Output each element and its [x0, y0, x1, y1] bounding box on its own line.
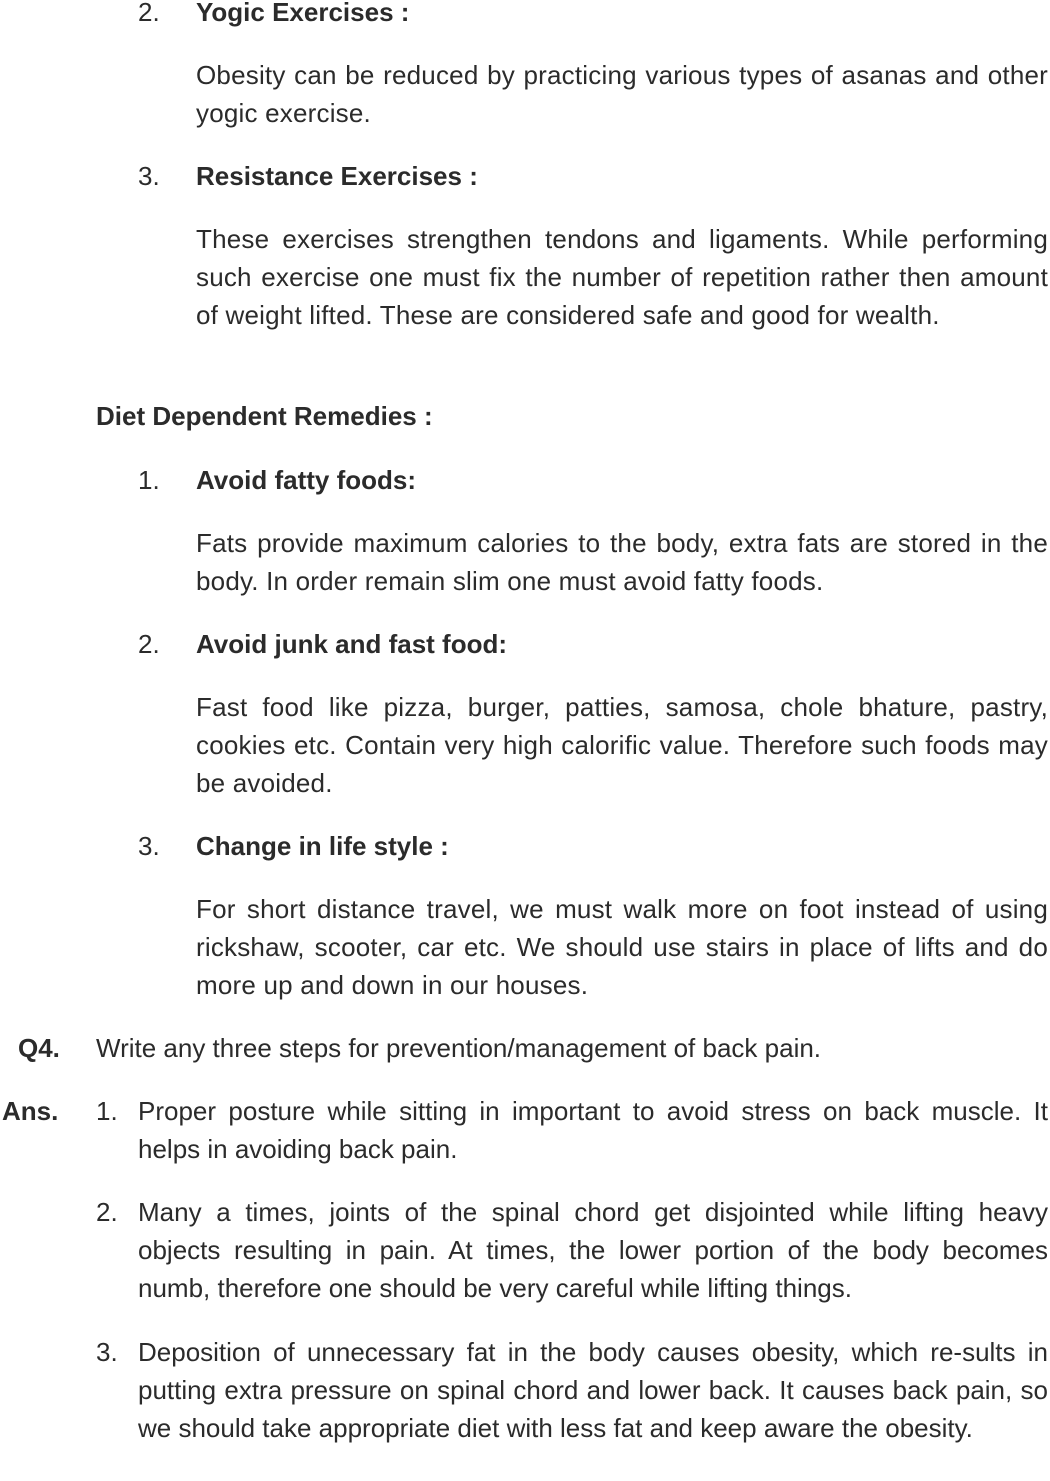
question-label: Q4.	[18, 1033, 60, 1063]
resistance-exercises-text: These exercises strengthen tendons and ligaments. While performing such exercise one must fix the number of repetition rather then amount of weight lifted. These are considered safe and good for wealth.	[196, 224, 1048, 330]
item-number: 2.	[138, 0, 160, 27]
answer-label: Ans.	[2, 1096, 59, 1126]
item-number: 1.	[138, 465, 160, 495]
item-title: Avoid junk and fast food:	[196, 629, 508, 659]
answer-point-text: Many a times, joints of the spinal chord get disjointed while lifting heavy objects resulting in pain. At times, the lower portion of the body becomes numb, therefore one should be very careful while lifting things.	[138, 1197, 1048, 1303]
avoid-fatty-foods-text: Fats provide maximum calories to the body, extra fats are stored in the body. In order remain slim one must avoid fatty foods.	[196, 528, 1048, 596]
yogic-exercises-text: Obesity can be reduced by practicing various types of asanas and other yogic exercise.	[196, 60, 1048, 128]
item-title: Resistance Exercises :	[196, 161, 478, 191]
resistance-exercises-heading	[138, 157, 1048, 195]
item-title: Yogic Exercises :	[196, 0, 410, 27]
answer-point-number: 3.	[96, 1337, 118, 1367]
item-number: 2.	[138, 629, 160, 659]
question-text: Write any three steps for prevention/management of back pain.	[96, 1033, 822, 1063]
answer-point-number: 2.	[96, 1197, 118, 1227]
change-life-style-heading	[138, 827, 1048, 865]
yogic-exercises-heading	[138, 0, 1048, 31]
avoid-fatty-foods-heading	[138, 461, 1048, 499]
item-number: 3.	[138, 161, 160, 191]
diet-remedies-heading: Diet Dependent Remedies :	[96, 401, 433, 431]
answer-point-text: Proper posture while sitting in important to avoid stress on back muscle. It helps in avoiding back pain.	[138, 1096, 1048, 1164]
item-title: Change in life style :	[196, 831, 449, 861]
item-number: 3.	[138, 831, 160, 861]
item-title: Avoid fatty foods:	[196, 465, 417, 495]
answer-point-text: Deposition of unnecessary fat in the body causes obesity, which re-sults in putting extra pressure on spinal chord and lower back. It causes back pain, so we should take appropriate diet with less fat and keep aware the obesity.	[138, 1337, 1048, 1443]
answer-point-number: 1.	[96, 1096, 118, 1126]
avoid-junk-food-heading	[138, 625, 1048, 663]
change-life-style-text: For short distance travel, we must walk more on foot instead of using rickshaw, scooter, car etc. We should use stairs in place of lifts and do more up and down in our houses.	[196, 894, 1048, 1000]
avoid-junk-food-text: Fast food like pizza, burger, patties, samosa, chole bhature, pastry, cookies etc. Contain very high calorific value. Therefore such foods may be avoided.	[196, 692, 1048, 798]
